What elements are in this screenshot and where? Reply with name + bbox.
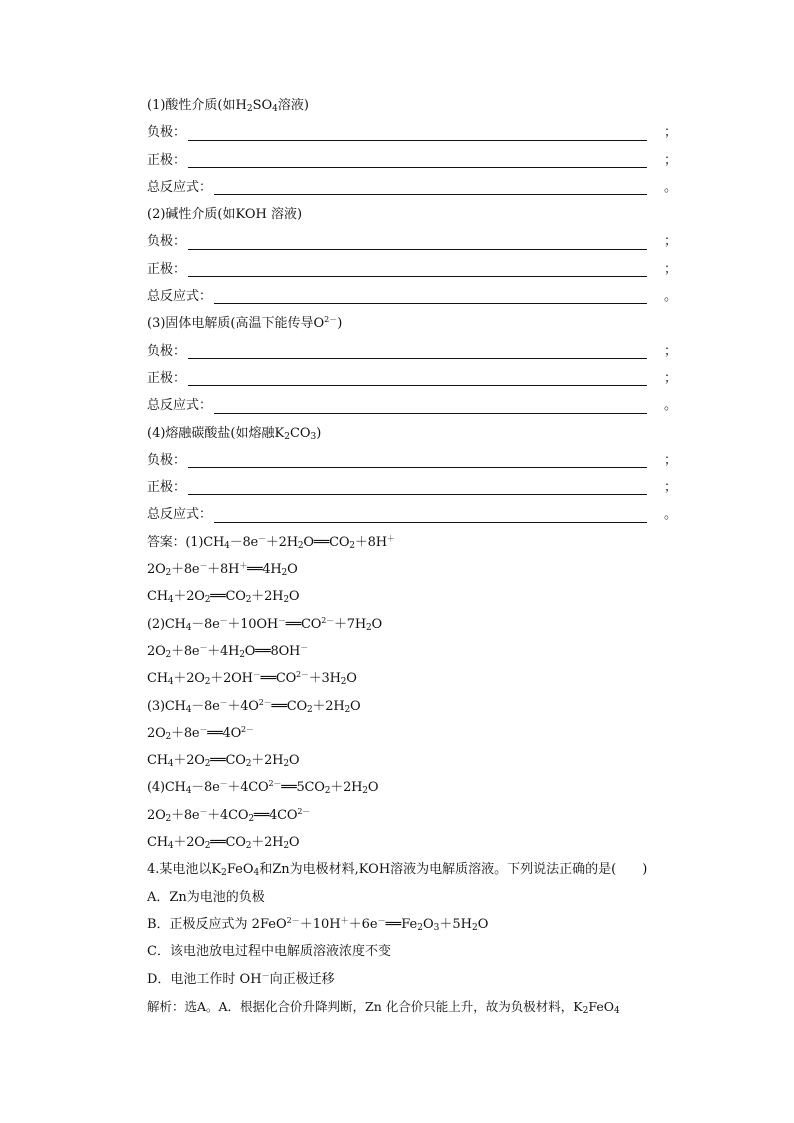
answer-line-punctuation: ； <box>663 370 677 386</box>
section-title: (3)固体电解质(高温下能传导$O^{2-}$) <box>147 315 343 332</box>
answer-blank[interactable] <box>188 149 647 168</box>
answer-equation: $2O_2+8e^-══4O^{2-}$ <box>147 724 254 742</box>
answer-line <box>147 474 677 501</box>
answer-line-label: 正极： <box>147 152 187 168</box>
answer-line-label: 总反应式： <box>147 179 213 195</box>
answer-blank[interactable] <box>188 340 647 359</box>
answer-block <box>147 529 677 857</box>
answer-line <box>147 501 677 528</box>
answer-line-punctuation: ； <box>663 234 677 250</box>
answer-line <box>147 365 677 392</box>
answer-equation: $CH_4+2O_2══CO_2+2H_2O$ <box>147 589 300 606</box>
answer-equation: $(3)CH_4-8e^-+4O^{2-}══CO_2+2H_2O$ <box>147 697 361 715</box>
answer-line-label: 正极： <box>147 261 187 277</box>
answer-blank[interactable] <box>188 231 647 250</box>
answer-line-punctuation: 。 <box>663 289 677 305</box>
answer-blank[interactable] <box>188 122 647 141</box>
option-c[interactable]: C．该电池放电过程中电解质溶液浓度不变 <box>147 944 391 960</box>
answer-blank[interactable] <box>188 367 647 386</box>
answer-line-punctuation: ； <box>663 452 677 468</box>
section-title: (4)熔融碳酸盐(如熔融$K_2CO_3$) <box>147 425 322 442</box>
answer-equation: $2O_2+8e^-+8H^+══4H_2O$ <box>147 561 298 579</box>
section-title: (2)碱性介质(如KOH 溶液) <box>147 207 303 223</box>
explanation-text: 解析：选A。A．根据化合价升降判断，Zn 化合价只能上升，故为负极材料，$K_2FeO_4$ <box>147 998 620 1016</box>
answer-line-label: 负极： <box>147 343 187 359</box>
answer-blank[interactable] <box>214 395 647 414</box>
section-title: (1)酸性介质(如$H_2SO_4$溶液) <box>147 98 309 114</box>
answer-equation: 答案：$(1)CH_4-8e^-+2H_2O══CO_2+8H^+$ <box>147 533 395 551</box>
option-a[interactable]: A．Zn为电池的负极 <box>147 889 265 905</box>
answer-line-label: 负极： <box>147 125 187 141</box>
option-b[interactable]: B．正极反应式为 $2FeO^{2-}+10H^++6e^-══Fe_2O_3+5H_2O$ <box>147 915 489 933</box>
answer-equation: $(2)CH_4-8e^-+10OH^-══CO^{2-}+7H_2O$ <box>147 615 382 633</box>
answer-line-punctuation: 。 <box>663 507 677 523</box>
worksheet-page <box>147 92 677 1020</box>
answer-line-label: 正极： <box>147 370 187 386</box>
answer-line-punctuation: ； <box>663 343 677 359</box>
answer-line-label: 负极： <box>147 234 187 250</box>
question-stem: 4.某电池以$K_2FeO_4$和Zn为电极材料,KOH溶液为电解质溶液。下列说法正确的是( ) <box>147 862 648 879</box>
answer-equation: $CH_4+2O_2+2OH^-══CO^{2-}+3H_2O$ <box>147 670 357 688</box>
answer-line <box>147 392 677 419</box>
answer-equation: $(4)CH_4-8e^-+4CO^{2-}══5CO_2+2H_2O$ <box>147 779 379 797</box>
answer-line-label: 总反应式： <box>147 398 213 414</box>
answer-line-label: 负极： <box>147 452 187 468</box>
answer-blank[interactable] <box>214 285 647 304</box>
answer-line-label: 总反应式： <box>147 289 213 305</box>
answer-line-label: 总反应式： <box>147 507 213 523</box>
answer-blank[interactable] <box>188 449 647 468</box>
answer-line <box>147 228 677 255</box>
answer-line <box>147 119 677 146</box>
answer-equation: $2O_2+8e^-+4CO_2══4CO^{2-}$ <box>147 806 311 824</box>
answer-blank[interactable] <box>214 504 647 523</box>
answer-line-punctuation: ； <box>663 125 677 141</box>
answer-line <box>147 338 677 365</box>
answer-line-punctuation: 。 <box>663 179 677 195</box>
answer-blank[interactable] <box>188 258 647 277</box>
answer-line <box>147 256 677 283</box>
answer-line-label: 正极： <box>147 480 187 496</box>
option-d[interactable]: D．电池工作时 OH－向正极迁移 <box>147 970 335 987</box>
answer-line <box>147 447 677 474</box>
answer-equation: $CH_4+2O_2══CO_2+2H_2O$ <box>147 753 300 770</box>
answer-line-punctuation: ； <box>663 261 677 277</box>
answer-equation: $CH_4+2O_2══CO_2+2H_2O$ <box>147 835 300 852</box>
answer-equation: $2O_2+8e^-+4H_2O══8OH^-$ <box>147 642 308 660</box>
answer-line <box>147 174 677 201</box>
answer-line <box>147 147 677 174</box>
answer-blank[interactable] <box>188 476 647 495</box>
question-4 <box>147 856 677 1020</box>
answer-line-punctuation: 。 <box>663 398 677 414</box>
answer-line-punctuation: ； <box>663 480 677 496</box>
fill-in-sections <box>147 92 677 529</box>
answer-line-punctuation: ； <box>663 152 677 168</box>
answer-blank[interactable] <box>214 176 647 195</box>
answer-line <box>147 283 677 310</box>
